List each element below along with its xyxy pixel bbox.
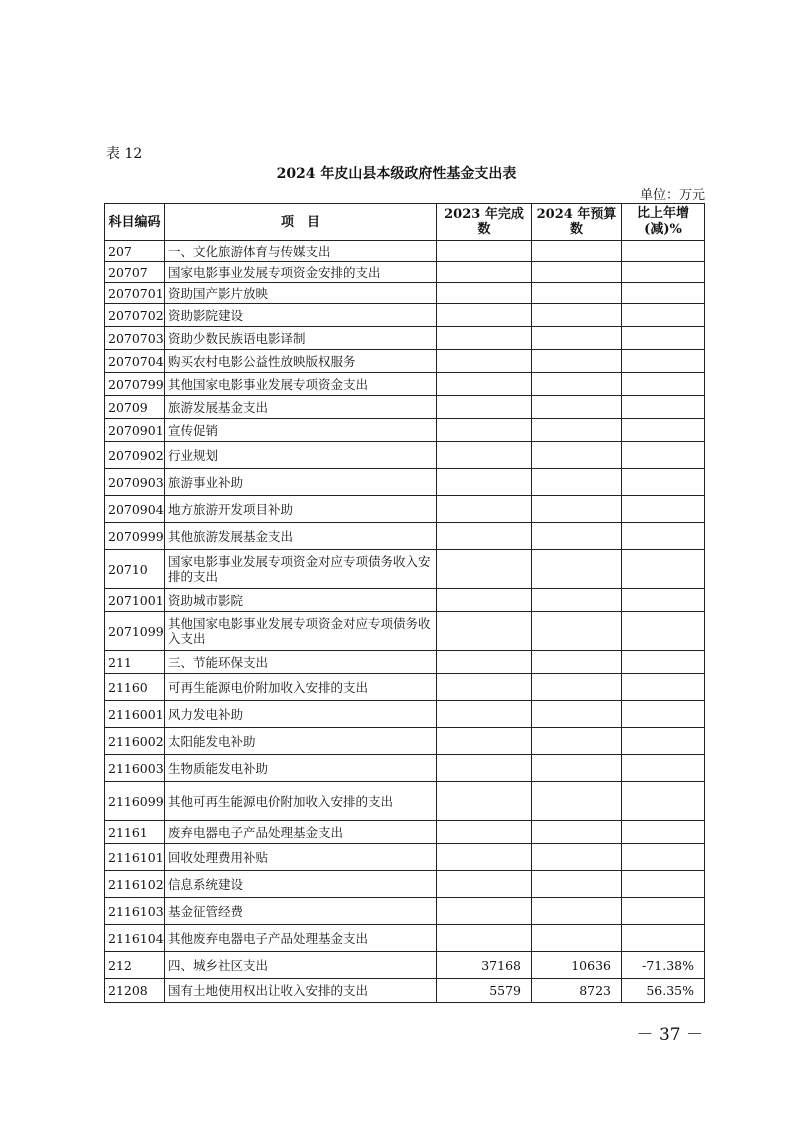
row-item: 资助少数民族语电影译制	[165, 327, 437, 350]
row-code: 207	[105, 241, 165, 262]
row-change	[622, 589, 705, 612]
row-budget-2024	[532, 550, 622, 589]
row-completed-2023	[437, 350, 532, 373]
row-change	[622, 871, 705, 898]
row-completed-2023	[437, 898, 532, 925]
row-completed-2023	[437, 304, 532, 327]
row-completed-2023	[437, 728, 532, 755]
row-budget-2024	[532, 755, 622, 782]
row-completed-2023	[437, 327, 532, 350]
row-change	[622, 241, 705, 262]
row-change	[622, 373, 705, 396]
row-budget-2024	[532, 442, 622, 469]
row-item: 旅游发展基金支出	[165, 396, 437, 419]
row-change	[622, 701, 705, 728]
row-budget-2024	[532, 674, 622, 701]
row-change	[622, 925, 705, 952]
row-item: 废弃电器电子产品处理基金支出	[165, 821, 437, 844]
table-row	[105, 419, 705, 442]
table-row	[105, 674, 705, 701]
row-completed-2023	[437, 871, 532, 898]
row-code: 2071001	[105, 589, 165, 612]
table-row	[105, 327, 705, 350]
row-budget-2024	[532, 523, 622, 550]
row-completed-2023	[437, 373, 532, 396]
row-completed-2023	[437, 674, 532, 701]
row-change	[622, 898, 705, 925]
row-change	[622, 755, 705, 782]
row-completed-2023	[437, 419, 532, 442]
fund-expenditure-table	[104, 203, 705, 1003]
row-code: 2116101	[105, 844, 165, 871]
row-budget-2024	[532, 612, 622, 651]
row-code: 2070799	[105, 373, 165, 396]
table-row	[105, 262, 705, 283]
row-item: 其他旅游发展基金支出	[165, 523, 437, 550]
table-row	[105, 701, 705, 728]
table-row	[105, 821, 705, 844]
row-change	[622, 350, 705, 373]
table-row	[105, 925, 705, 952]
table-row	[105, 651, 705, 674]
row-budget-2024	[532, 925, 622, 952]
row-completed-2023	[437, 469, 532, 496]
row-item: 其他国家电影事业发展专项资金支出	[165, 373, 437, 396]
row-change	[622, 728, 705, 755]
row-budget-2024	[532, 821, 622, 844]
row-code: 2116102	[105, 871, 165, 898]
row-change	[622, 782, 705, 821]
row-change	[622, 844, 705, 871]
row-completed-2023: 37168	[437, 952, 532, 979]
row-change	[622, 612, 705, 651]
header-code: 科目编码	[105, 204, 165, 241]
table-row	[105, 373, 705, 396]
row-item: 资助影院建设	[165, 304, 437, 327]
header-completed-2023: 2023 年完成数	[437, 204, 532, 241]
row-budget-2024	[532, 728, 622, 755]
table-row	[105, 469, 705, 496]
row-item: 国家电影事业发展专项资金对应专项债务收入安排的支出	[165, 550, 437, 589]
row-item: 一、文化旅游体育与传媒支出	[165, 241, 437, 262]
row-completed-2023	[437, 844, 532, 871]
row-budget-2024: 8723	[532, 979, 622, 1003]
row-code: 20709	[105, 396, 165, 419]
row-code: 20707	[105, 262, 165, 283]
row-completed-2023	[437, 550, 532, 589]
table-label: 表 12	[106, 146, 143, 162]
row-code: 2070704	[105, 350, 165, 373]
row-completed-2023	[437, 283, 532, 304]
row-item: 行业规划	[165, 442, 437, 469]
row-item: 其他可再生能源电价附加收入安排的支出	[165, 782, 437, 821]
row-item: 基金征管经费	[165, 898, 437, 925]
header-budget-2024: 2024 年预算数	[532, 204, 622, 241]
row-completed-2023	[437, 396, 532, 419]
table-row	[105, 283, 705, 304]
row-change	[622, 523, 705, 550]
row-item: 资助国产影片放映	[165, 283, 437, 304]
row-item: 资助城市影院	[165, 589, 437, 612]
row-item: 三、节能环保支出	[165, 651, 437, 674]
row-code: 2116104	[105, 925, 165, 952]
row-code: 21208	[105, 979, 165, 1003]
row-code: 20710	[105, 550, 165, 589]
row-item: 购买农村电影公益性放映版权服务	[165, 350, 437, 373]
row-budget-2024	[532, 241, 622, 262]
row-code: 211	[105, 651, 165, 674]
row-completed-2023	[437, 701, 532, 728]
header-item: 项 目	[165, 204, 437, 241]
table-row	[105, 442, 705, 469]
row-completed-2023	[437, 262, 532, 283]
row-code: 2071099	[105, 612, 165, 651]
row-item: 太阳能发电补助	[165, 728, 437, 755]
row-change	[622, 283, 705, 304]
table-row	[105, 844, 705, 871]
row-budget-2024	[532, 396, 622, 419]
table-row	[105, 898, 705, 925]
row-budget-2024	[532, 350, 622, 373]
row-completed-2023	[437, 755, 532, 782]
row-budget-2024: 10636	[532, 952, 622, 979]
row-change	[622, 674, 705, 701]
row-budget-2024	[532, 373, 622, 396]
row-completed-2023	[437, 241, 532, 262]
row-budget-2024	[532, 283, 622, 304]
table-body	[105, 241, 705, 1003]
row-change	[622, 262, 705, 283]
header-change: 比上年增(减)%	[622, 204, 705, 241]
row-item: 旅游事业补助	[165, 469, 437, 496]
table-row	[105, 589, 705, 612]
row-item: 宣传促销	[165, 419, 437, 442]
row-code: 2116001	[105, 701, 165, 728]
row-completed-2023	[437, 612, 532, 651]
row-change	[622, 396, 705, 419]
page-number: － 37 －	[636, 1025, 703, 1045]
row-change: -71.38%	[622, 952, 705, 979]
table-row	[105, 241, 705, 262]
row-budget-2024	[532, 419, 622, 442]
row-budget-2024	[532, 871, 622, 898]
table-row	[105, 550, 705, 589]
row-item: 其他废弃电器电子产品处理基金支出	[165, 925, 437, 952]
row-item: 地方旅游开发项目补助	[165, 496, 437, 523]
row-item: 风力发电补助	[165, 701, 437, 728]
row-change	[622, 651, 705, 674]
row-change	[622, 442, 705, 469]
row-code: 2116103	[105, 898, 165, 925]
row-item: 可再生能源电价附加收入安排的支出	[165, 674, 437, 701]
row-code: 2116003	[105, 755, 165, 782]
row-code: 2070702	[105, 304, 165, 327]
row-code: 2070701	[105, 283, 165, 304]
row-completed-2023	[437, 821, 532, 844]
row-code: 2070903	[105, 469, 165, 496]
row-item: 国家电影事业发展专项资金安排的支出	[165, 262, 437, 283]
row-completed-2023	[437, 925, 532, 952]
table-row	[105, 350, 705, 373]
row-change	[622, 496, 705, 523]
row-change	[622, 550, 705, 589]
row-change	[622, 304, 705, 327]
row-budget-2024	[532, 782, 622, 821]
table-row	[105, 755, 705, 782]
row-item: 四、城乡社区支出	[165, 952, 437, 979]
row-code: 2070904	[105, 496, 165, 523]
table-title: 2024 年皮山县本级政府性基金支出表	[276, 166, 517, 182]
table-row	[105, 952, 705, 979]
row-change: 56.35%	[622, 979, 705, 1003]
row-budget-2024	[532, 701, 622, 728]
row-completed-2023: 5579	[437, 979, 532, 1003]
row-change	[622, 821, 705, 844]
table-row	[105, 871, 705, 898]
table-row	[105, 304, 705, 327]
row-completed-2023	[437, 523, 532, 550]
row-completed-2023	[437, 496, 532, 523]
row-budget-2024	[532, 651, 622, 674]
row-budget-2024	[532, 327, 622, 350]
row-item: 国有土地使用权出让收入安排的支出	[165, 979, 437, 1003]
row-completed-2023	[437, 442, 532, 469]
row-change	[622, 469, 705, 496]
table-row	[105, 396, 705, 419]
table-row	[105, 782, 705, 821]
row-completed-2023	[437, 782, 532, 821]
table-row	[105, 979, 705, 1003]
row-code: 2070901	[105, 419, 165, 442]
row-budget-2024	[532, 898, 622, 925]
row-completed-2023	[437, 589, 532, 612]
row-code: 21161	[105, 821, 165, 844]
table-row	[105, 523, 705, 550]
row-item: 生物质能发电补助	[165, 755, 437, 782]
row-code: 2070703	[105, 327, 165, 350]
row-change	[622, 419, 705, 442]
row-code: 2116099	[105, 782, 165, 821]
row-budget-2024	[532, 469, 622, 496]
row-item: 其他国家电影事业发展专项资金对应专项债务收入支出	[165, 612, 437, 651]
row-budget-2024	[532, 496, 622, 523]
table-row	[105, 728, 705, 755]
row-budget-2024	[532, 304, 622, 327]
row-completed-2023	[437, 651, 532, 674]
table-row	[105, 496, 705, 523]
row-code: 2070902	[105, 442, 165, 469]
row-code: 2116002	[105, 728, 165, 755]
row-budget-2024	[532, 844, 622, 871]
row-budget-2024	[532, 262, 622, 283]
row-code: 212	[105, 952, 165, 979]
row-change	[622, 327, 705, 350]
table-row	[105, 612, 705, 651]
row-item: 信息系统建设	[165, 871, 437, 898]
row-code: 2070999	[105, 523, 165, 550]
row-item: 回收处理费用补贴	[165, 844, 437, 871]
row-budget-2024	[532, 589, 622, 612]
unit-label: 单位：万元	[639, 188, 705, 203]
header-row	[105, 204, 705, 241]
row-code: 21160	[105, 674, 165, 701]
